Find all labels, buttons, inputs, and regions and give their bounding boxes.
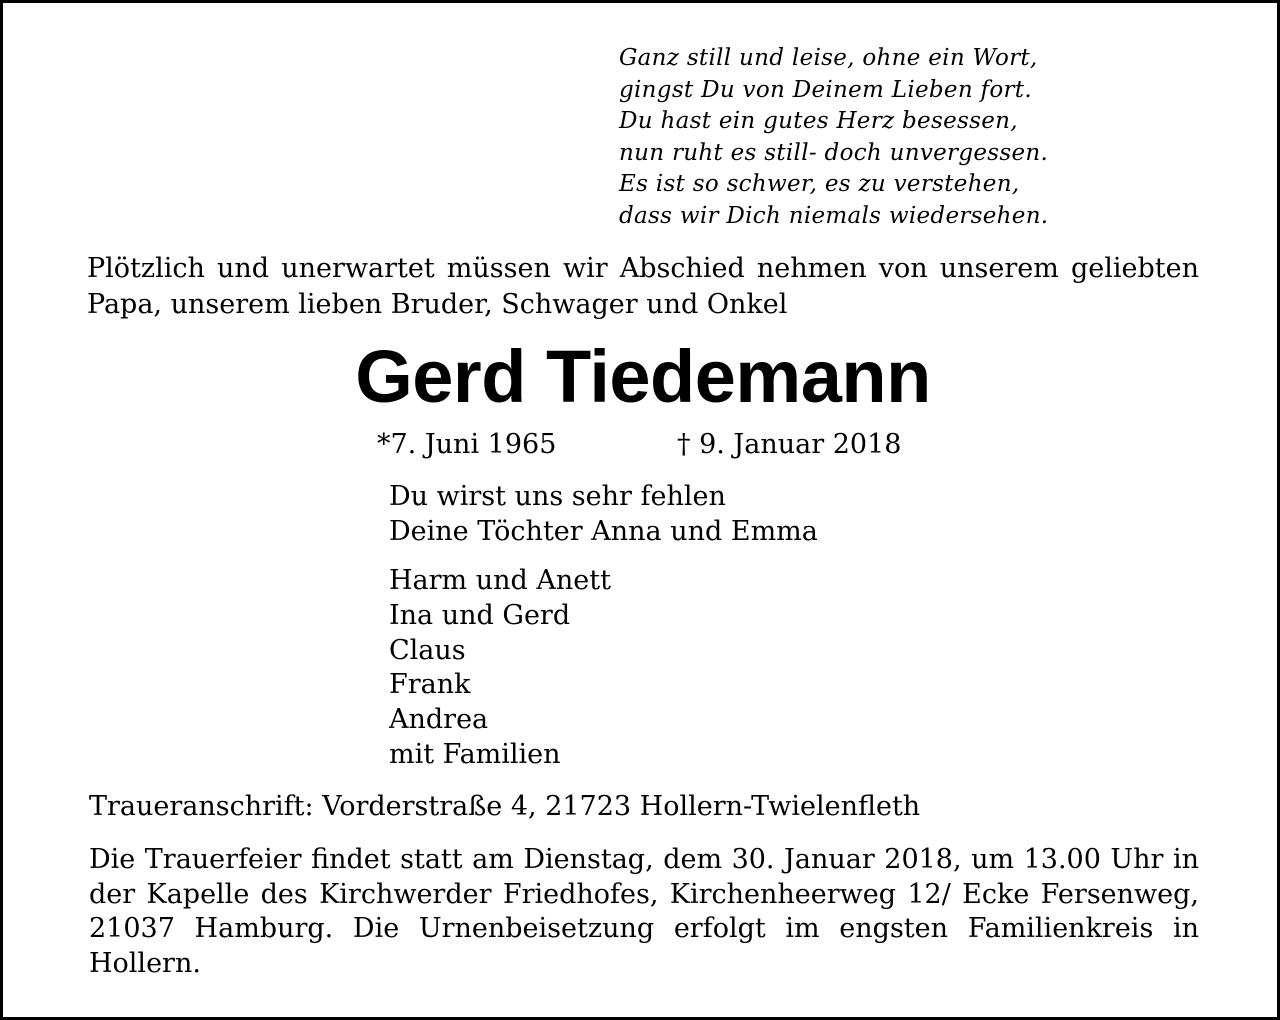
family-member: mit Familien <box>389 738 561 770</box>
family-member: Claus <box>389 634 466 666</box>
poem <box>619 43 1048 232</box>
family-member: Frank <box>389 669 471 701</box>
poem-line: Du hast ein gutes Herz besessen, <box>619 108 1018 134</box>
poem-line: dass wir Dich niemals wiedersehen. <box>619 202 1049 229</box>
poem-line: nun ruht es still- doch unvergessen. <box>619 139 1049 166</box>
family-member: Harm und Anett <box>389 565 611 596</box>
poem-line: gingst Du von Deinem Lieben fort. <box>619 76 1032 103</box>
ceremony-details: Die Trauerfeier findet statt am Dienstag, dem 30. Januar 2018, um 13.00 Uhr in der Kapelle des Kirchwerder Friedhofes, Kirchenheerweg 12/ Ecke Fersenweg, 21037 Hamburg. Die Urnenbeisetzung erfolgt im engsten Familienkreis in Hollern. <box>89 844 1199 979</box>
family-member: Andrea <box>389 704 489 736</box>
family-message <box>389 480 818 550</box>
family-message-line: Deine Töchter Anna und Emma <box>389 515 818 547</box>
deceased-name: Gerd Tiedemann <box>355 335 931 418</box>
family-member: Ina und Gerd <box>389 599 571 631</box>
family-members <box>389 564 611 773</box>
poem-line: Es ist so schwer, es zu verstehen, <box>619 171 1020 197</box>
poem-line: Ganz still und leise, ohne ein Wort, <box>619 45 1038 71</box>
death-date: † 9. Januar 2018 <box>677 429 902 460</box>
family-message-line: Du wirst uns sehr fehlen <box>389 481 726 512</box>
birth-date: *7. Juni 1965 <box>377 429 557 460</box>
mourning-address: Traueranschrift: Vorderstraße 4, 21723 Hollern-Twielenfleth <box>89 791 921 822</box>
intro-text: Plötzlich und unerwartet müssen wir Abschied nehmen von unserem geliebten Papa, unserem lieben Bruder, Schwager und Onkel <box>87 253 1199 320</box>
